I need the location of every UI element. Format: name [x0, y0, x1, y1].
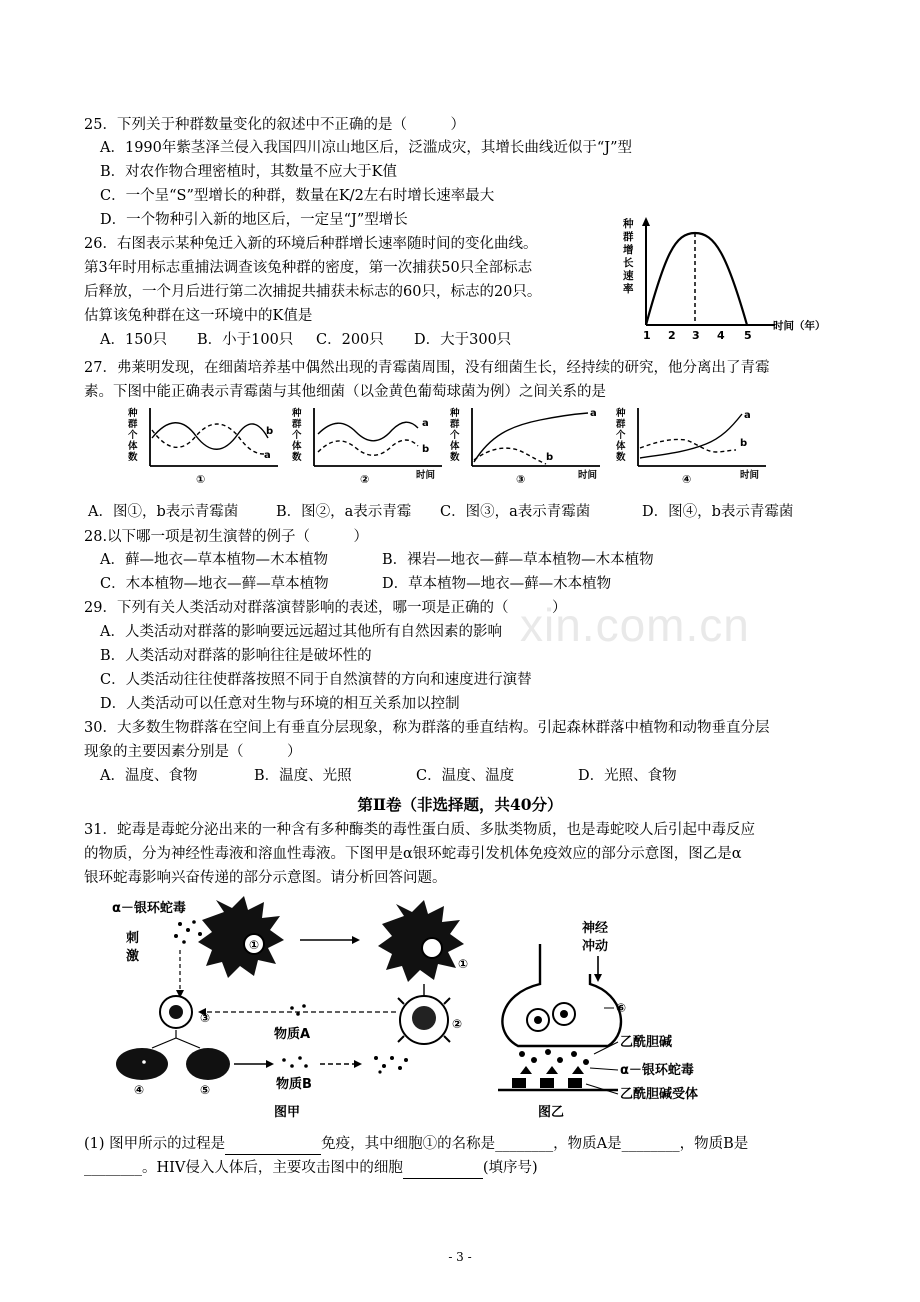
presynaptic-membrane — [502, 944, 621, 1046]
watermark: xin.com.cn — [520, 599, 750, 651]
cell-number: ④ — [134, 1083, 145, 1097]
q27-line-1: 27．弗莱明发现，在细菌培养基中偶然出现的青霉菌周围，没有细菌生长，经持续的研究，他分离出了青霉 — [84, 360, 770, 376]
ylabel-char: 群 — [128, 419, 138, 430]
q26-ylabel-char: 增 — [623, 244, 634, 256]
q31-sub1-line-2 — [84, 1158, 538, 1179]
tick-label: 3 — [692, 329, 700, 342]
q26-line-2: 第3年时用标志重捕法调查该兔种群的密度，第一次捕获50只全部标志 — [84, 260, 533, 276]
acetylcholine-particles — [519, 1049, 589, 1074]
q30-option-a: A．温度、食物 — [100, 768, 198, 784]
impulse-label-1: 神经 — [582, 921, 609, 936]
cell-1-right — [378, 900, 468, 982]
ylabel-char: 体 — [292, 441, 302, 452]
q26-option-d: D．大于300只 — [414, 332, 512, 348]
structure-number: ⑥ — [616, 1001, 627, 1015]
ylabel-char: 体 — [450, 441, 460, 452]
q31-sub1-part-3: ________。HIV侵入人体后，主要攻击图中的细胞 — [84, 1160, 403, 1176]
figure-yi — [478, 914, 768, 1120]
ylabel-char: 体 — [616, 441, 626, 452]
q27-option-c: C．图③，a表示青霉菌 — [440, 504, 591, 520]
q26-growth-rate-graph — [615, 215, 835, 350]
q27-graph-1 — [127, 407, 278, 486]
q27-ylabel — [127, 407, 138, 463]
cell-3 — [160, 996, 210, 1028]
q25-stem: 25．下列关于种群数量变化的叙述中不正确的是（ ） — [84, 117, 465, 133]
substance-a-particles — [290, 1004, 306, 1016]
q28-option-d: D．草本植物—地衣—藓—木本植物 — [382, 576, 612, 592]
curve-label: a — [264, 450, 271, 461]
cell-number: ③ — [200, 1011, 211, 1025]
q28-option-a: A．藓—地衣—草本植物—木本植物 — [100, 552, 328, 568]
figure-jia — [104, 894, 504, 1124]
curve-label: b — [422, 444, 430, 455]
ylabel-char: 个 — [450, 430, 460, 441]
ylabel-char: 体 — [128, 441, 138, 452]
q26-line-1: 26．右图表示某种兔迁入新的环境后种群增长速率随时间的变化曲线。 — [84, 236, 538, 252]
ylabel-char: 种 — [292, 408, 302, 419]
cell-number: ① — [458, 957, 469, 971]
substance-a-label: 物质A — [274, 1027, 311, 1042]
q29-option-a: A．人类活动对群落的影响要远远超过其他所有自然因素的影响 — [100, 624, 502, 640]
substance-b-particles — [282, 1056, 308, 1068]
q29-option-d: D．人类活动可以任意对生物与环境的相互关系加以控制 — [100, 696, 460, 712]
cell-number: ⑤ — [200, 1083, 211, 1097]
q31-line-1: 31．蛇毒是毒蛇分泌出来的一种含有多种酶类的毒性蛋白质、多肽类物质，也是毒蛇咬人后引起中毒反应 — [84, 822, 755, 838]
q25-option-b: B．对农作物合理密植时，其数量不应大于K值 — [100, 164, 397, 180]
graph-number: ① — [196, 473, 206, 486]
ylabel-char: 数 — [450, 452, 460, 463]
section-title: 第Ⅱ卷（非选择题，共40分） — [357, 795, 563, 814]
q30-option-c: C．温度、温度 — [416, 768, 515, 784]
q31-sub1-line-1 — [84, 1134, 748, 1155]
q27-line-2: 素。下图中能正确表示青霉菌与其他细菌（以金黄色葡萄球菌为例）之间关系的是 — [84, 384, 606, 400]
q26-ylabel-char: 群 — [623, 231, 634, 243]
q30-line-2: 现象的主要因素分别是（ ） — [84, 744, 302, 760]
q26-option-b: B．小于100只 — [197, 332, 294, 348]
q31-sub1-part-4: (填序号) — [482, 1160, 538, 1176]
ylabel-char: 种 — [450, 408, 460, 419]
q31-sub1-part-1: (1) 图甲所示的过程是 — [84, 1136, 226, 1152]
answer-blank[interactable] — [225, 1134, 321, 1155]
q26-ylabel-char: 种 — [623, 218, 634, 230]
q27-ylabel — [291, 407, 302, 463]
receptor-label: 乙酰胆碱受体 — [620, 1087, 699, 1102]
ylabel-char: 数 — [292, 452, 302, 463]
q25-option-a: A．1990年紫茎泽兰侵入我国四川凉山地区后，泛滥成灾，其增长曲线近似于“J”型 — [100, 140, 633, 156]
curve-label: a — [590, 408, 597, 419]
curve-label: a — [422, 418, 429, 429]
tick-label: 1 — [643, 329, 651, 342]
q26-xlabel: 时间（年） — [773, 320, 826, 332]
cell-number: ① — [249, 938, 260, 952]
figure-yi-caption: 图乙 — [538, 1105, 565, 1120]
cell-2 — [398, 996, 462, 1044]
ylabel-char: 个 — [616, 430, 626, 441]
q26-line-3: 后释放，一个月后进行第二次捕捉共捕获未标志的60只，标志的20只。 — [84, 284, 542, 300]
figure-jia-caption: 图甲 — [274, 1105, 301, 1120]
curve-label: a — [744, 410, 751, 421]
q25-option-c: C．一个呈“S”型增长的种群，数量在K/2左右时增长速率最大 — [100, 188, 495, 204]
curve-label: b — [266, 426, 274, 437]
q27-graphs — [120, 402, 770, 494]
q27-graph-3 — [449, 407, 600, 486]
xlabel: 时间 — [578, 470, 598, 481]
xlabel: 时间 — [416, 470, 436, 481]
ylabel-char: 群 — [450, 419, 460, 430]
substance-b-label: 物质B — [276, 1077, 312, 1092]
q26-ylabel — [622, 217, 634, 295]
q26-ylabel-char: 率 — [623, 283, 634, 295]
ylabel-char: 群 — [616, 419, 626, 430]
q27-option-a: A．图①，b表示青霉菌 — [88, 504, 239, 520]
q26-ylabel-char: 长 — [623, 257, 634, 269]
ylabel-char: 个 — [128, 430, 138, 441]
ylabel-char: 种 — [616, 408, 626, 419]
y-axis-arrow — [642, 217, 650, 226]
graph-number: ④ — [682, 473, 692, 486]
q29-stem: 29．下列有关人类活动对群落演替影响的表述，哪一项是正确的（ ） — [84, 600, 567, 616]
q26-ylabel-char: 速 — [623, 270, 634, 282]
tick-label: 5 — [744, 329, 752, 342]
q28-option-b: B．裸岩—地衣—藓—草本植物—木本植物 — [382, 552, 654, 568]
q26-option-c: C．200只 — [316, 332, 384, 348]
q26-option-a: A．150只 — [100, 332, 168, 348]
q26-line-4: 估算该兔种群在这一环境中的K值是 — [84, 308, 313, 324]
q27-graph-2 — [291, 407, 442, 486]
graph-number: ② — [360, 473, 370, 486]
q29-option-b: B．人类活动对群落的影响往往是破坏性的 — [100, 648, 372, 664]
stimulus-label-1: 刺 — [126, 931, 140, 946]
q30-option-b: B．温度、光照 — [254, 768, 352, 784]
ylabel-char: 数 — [616, 452, 626, 463]
toxin-label-b: α－银环蛇毒 — [620, 1063, 694, 1078]
q31-line-3: 银环蛇毒影响兴奋传递的部分示意图。请分析回答问题。 — [84, 870, 447, 886]
toxin-bound-particles — [374, 1056, 408, 1074]
q27-graph-4 — [615, 407, 766, 486]
stimulus-label-2: 激 — [126, 949, 140, 964]
curve-label: b — [546, 452, 554, 463]
cell-5 — [186, 1048, 230, 1097]
q29-option-c: C．人类活动往往使群落按照不同于自然演替的方向和速度进行演替 — [100, 672, 532, 688]
tick-label: 2 — [668, 329, 676, 342]
q30-option-d: D．光照、食物 — [578, 768, 677, 784]
receptors — [512, 1078, 582, 1088]
q27-ylabel — [615, 407, 626, 463]
graph-number: ③ — [516, 473, 526, 486]
q27-option-b: B．图②，a表示青霉 — [276, 504, 412, 520]
q28-stem: 28.以下哪一项是初生演替的例子（ ） — [84, 529, 369, 545]
toxin-particles — [174, 920, 202, 944]
cell-1-left — [198, 896, 284, 978]
impulse-label-2: 冲动 — [582, 939, 609, 954]
toxin-label: α－银环蛇毒 — [112, 901, 186, 916]
cell-4 — [116, 1048, 168, 1097]
ylabel-char: 个 — [292, 430, 302, 441]
xlabel: 时间 — [740, 470, 760, 481]
q25-option-d: D．一个物种引入新的地区后，一定呈“J”型增长 — [100, 212, 408, 228]
ylabel-char: 数 — [128, 452, 138, 463]
cell-number: ② — [452, 1017, 463, 1031]
growth-rate-curve — [646, 233, 747, 325]
vesicles — [527, 1003, 575, 1031]
q31-sub1-part-2: 免疫，其中细胞①的名称是________，物质A是________，物质B是 — [321, 1136, 749, 1152]
q27-ylabel — [449, 407, 460, 463]
ylabel-char: 种 — [128, 408, 138, 419]
tick-label: 4 — [717, 329, 725, 342]
answer-blank[interactable] — [403, 1158, 483, 1179]
q28-option-c: C．木本植物—地衣—藓—草本植物 — [100, 576, 329, 592]
ach-label: 乙酰胆碱 — [620, 1035, 673, 1050]
curve-label: b — [740, 438, 748, 449]
ylabel-char: 群 — [292, 419, 302, 430]
q27-option-d: D．图④，b表示青霉菌 — [642, 504, 794, 520]
q31-line-2: 的物质，分为神经性毒液和溶血性毒液。下图甲是α银环蛇毒引发机体免疫效应的部分示意图，图乙是α — [84, 846, 742, 862]
q30-line-1: 30．大多数生物群落在空间上有垂直分层现象，称为群落的垂直结构。引起森林群落中植物和动物垂直分层 — [84, 720, 770, 736]
page-number: - 3 - — [448, 1250, 472, 1264]
